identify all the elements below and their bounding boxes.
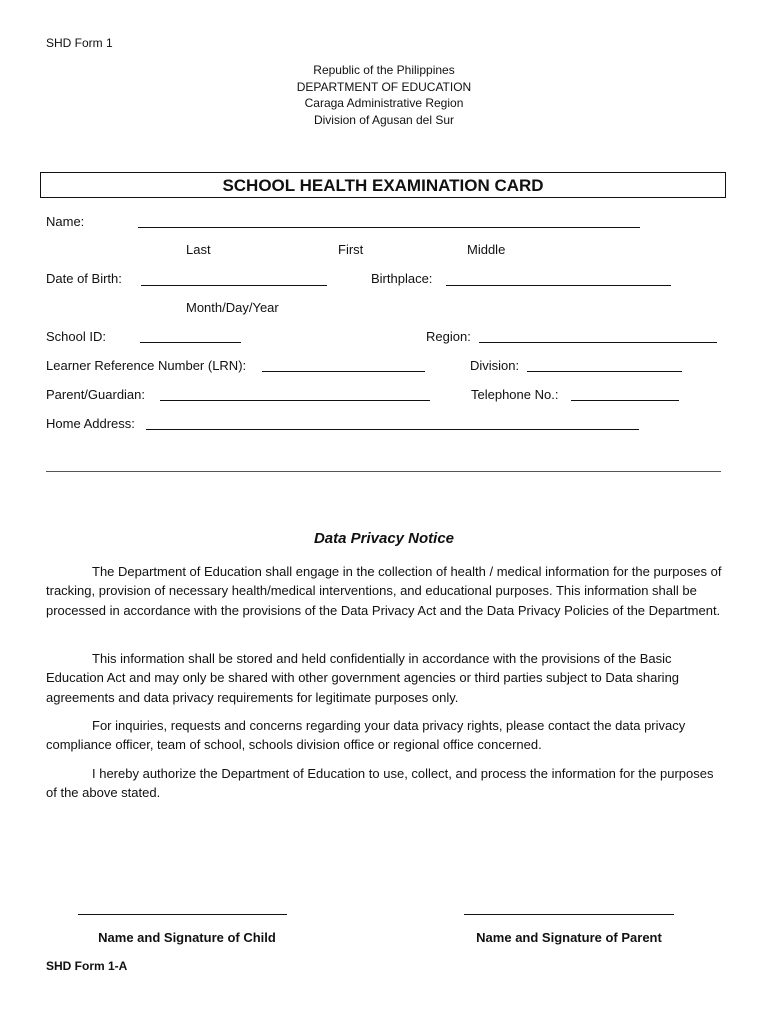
lrn-label: Learner Reference Number (LRN):	[46, 358, 247, 373]
card-title: SCHOOL HEALTH EXAMINATION CARD	[40, 172, 726, 198]
header-block	[0, 62, 768, 128]
privacy-paragraph-3: For inquiries, requests and concerns regarding your data privacy rights, please contact the data privacy compliance officer, team of school, schools division office or regional office concerned.	[46, 718, 686, 753]
division-label: Division:	[470, 358, 520, 373]
header-republic: Republic of the Philippines	[313, 63, 455, 77]
birthplace-field[interactable]	[446, 285, 671, 286]
school-id-field[interactable]	[140, 342, 241, 343]
parent-signature-label: Name and Signature of Parent	[476, 930, 662, 945]
last-name-hint: Last	[186, 242, 211, 257]
privacy-paragraph-1: The Department of Education shall engage in the collection of health / medical information for the purposes of tracking, provision of necessary health/medical interventions, and educational purposes. This information shall be processed in accordance with the provisions of the Data Privacy Act and the Data Privacy Policies of the Department.	[46, 564, 722, 618]
home-address-field[interactable]	[146, 429, 639, 430]
parent-guardian-label: Parent/Guardian:	[46, 387, 146, 402]
division-field[interactable]	[527, 371, 682, 372]
section-divider	[46, 471, 721, 472]
birthplace-label: Birthplace:	[371, 271, 433, 286]
header-department: DEPARTMENT OF EDUCATION	[296, 79, 472, 94]
privacy-notice-title: Data Privacy Notice	[313, 530, 455, 547]
name-label: Name:	[46, 214, 85, 229]
header-region: Caraga Administrative Region	[304, 96, 464, 110]
dob-label: Date of Birth:	[46, 271, 122, 286]
privacy-paragraph-4: I hereby authorize the Department of Education to use, collect, and process the information for the purposes of the above stated.	[46, 766, 714, 801]
telephone-field[interactable]	[571, 400, 679, 401]
telephone-label: Telephone No.:	[471, 387, 559, 402]
child-signature-line[interactable]	[78, 914, 287, 915]
region-field[interactable]	[479, 342, 717, 343]
home-address-label: Home Address:	[46, 416, 135, 431]
name-field[interactable]	[138, 227, 640, 228]
school-id-label: School ID:	[46, 329, 106, 344]
parent-guardian-field[interactable]	[160, 400, 430, 401]
middle-name-hint: Middle	[467, 242, 506, 257]
header-division: Division of Agusan del Sur	[313, 112, 455, 127]
first-name-hint: First	[338, 242, 364, 257]
dob-format-hint: Month/Day/Year	[186, 300, 279, 315]
privacy-paragraph-2: This information shall be stored and held confidentially in accordance with the provisions of the Basic Education Act and may only be shared with other government agencies or third parties subject to Data sharing agreements and data privacy requirements for legitimate purposes only.	[46, 651, 680, 705]
lrn-field[interactable]	[262, 371, 425, 372]
form-number-top: SHD Form 1	[46, 36, 113, 50]
form-number-bottom: SHD Form 1-A	[46, 959, 128, 973]
region-label: Region:	[426, 329, 471, 344]
dob-field[interactable]	[141, 285, 327, 286]
child-signature-label: Name and Signature of Child	[98, 930, 276, 945]
parent-signature-line[interactable]	[464, 914, 674, 915]
